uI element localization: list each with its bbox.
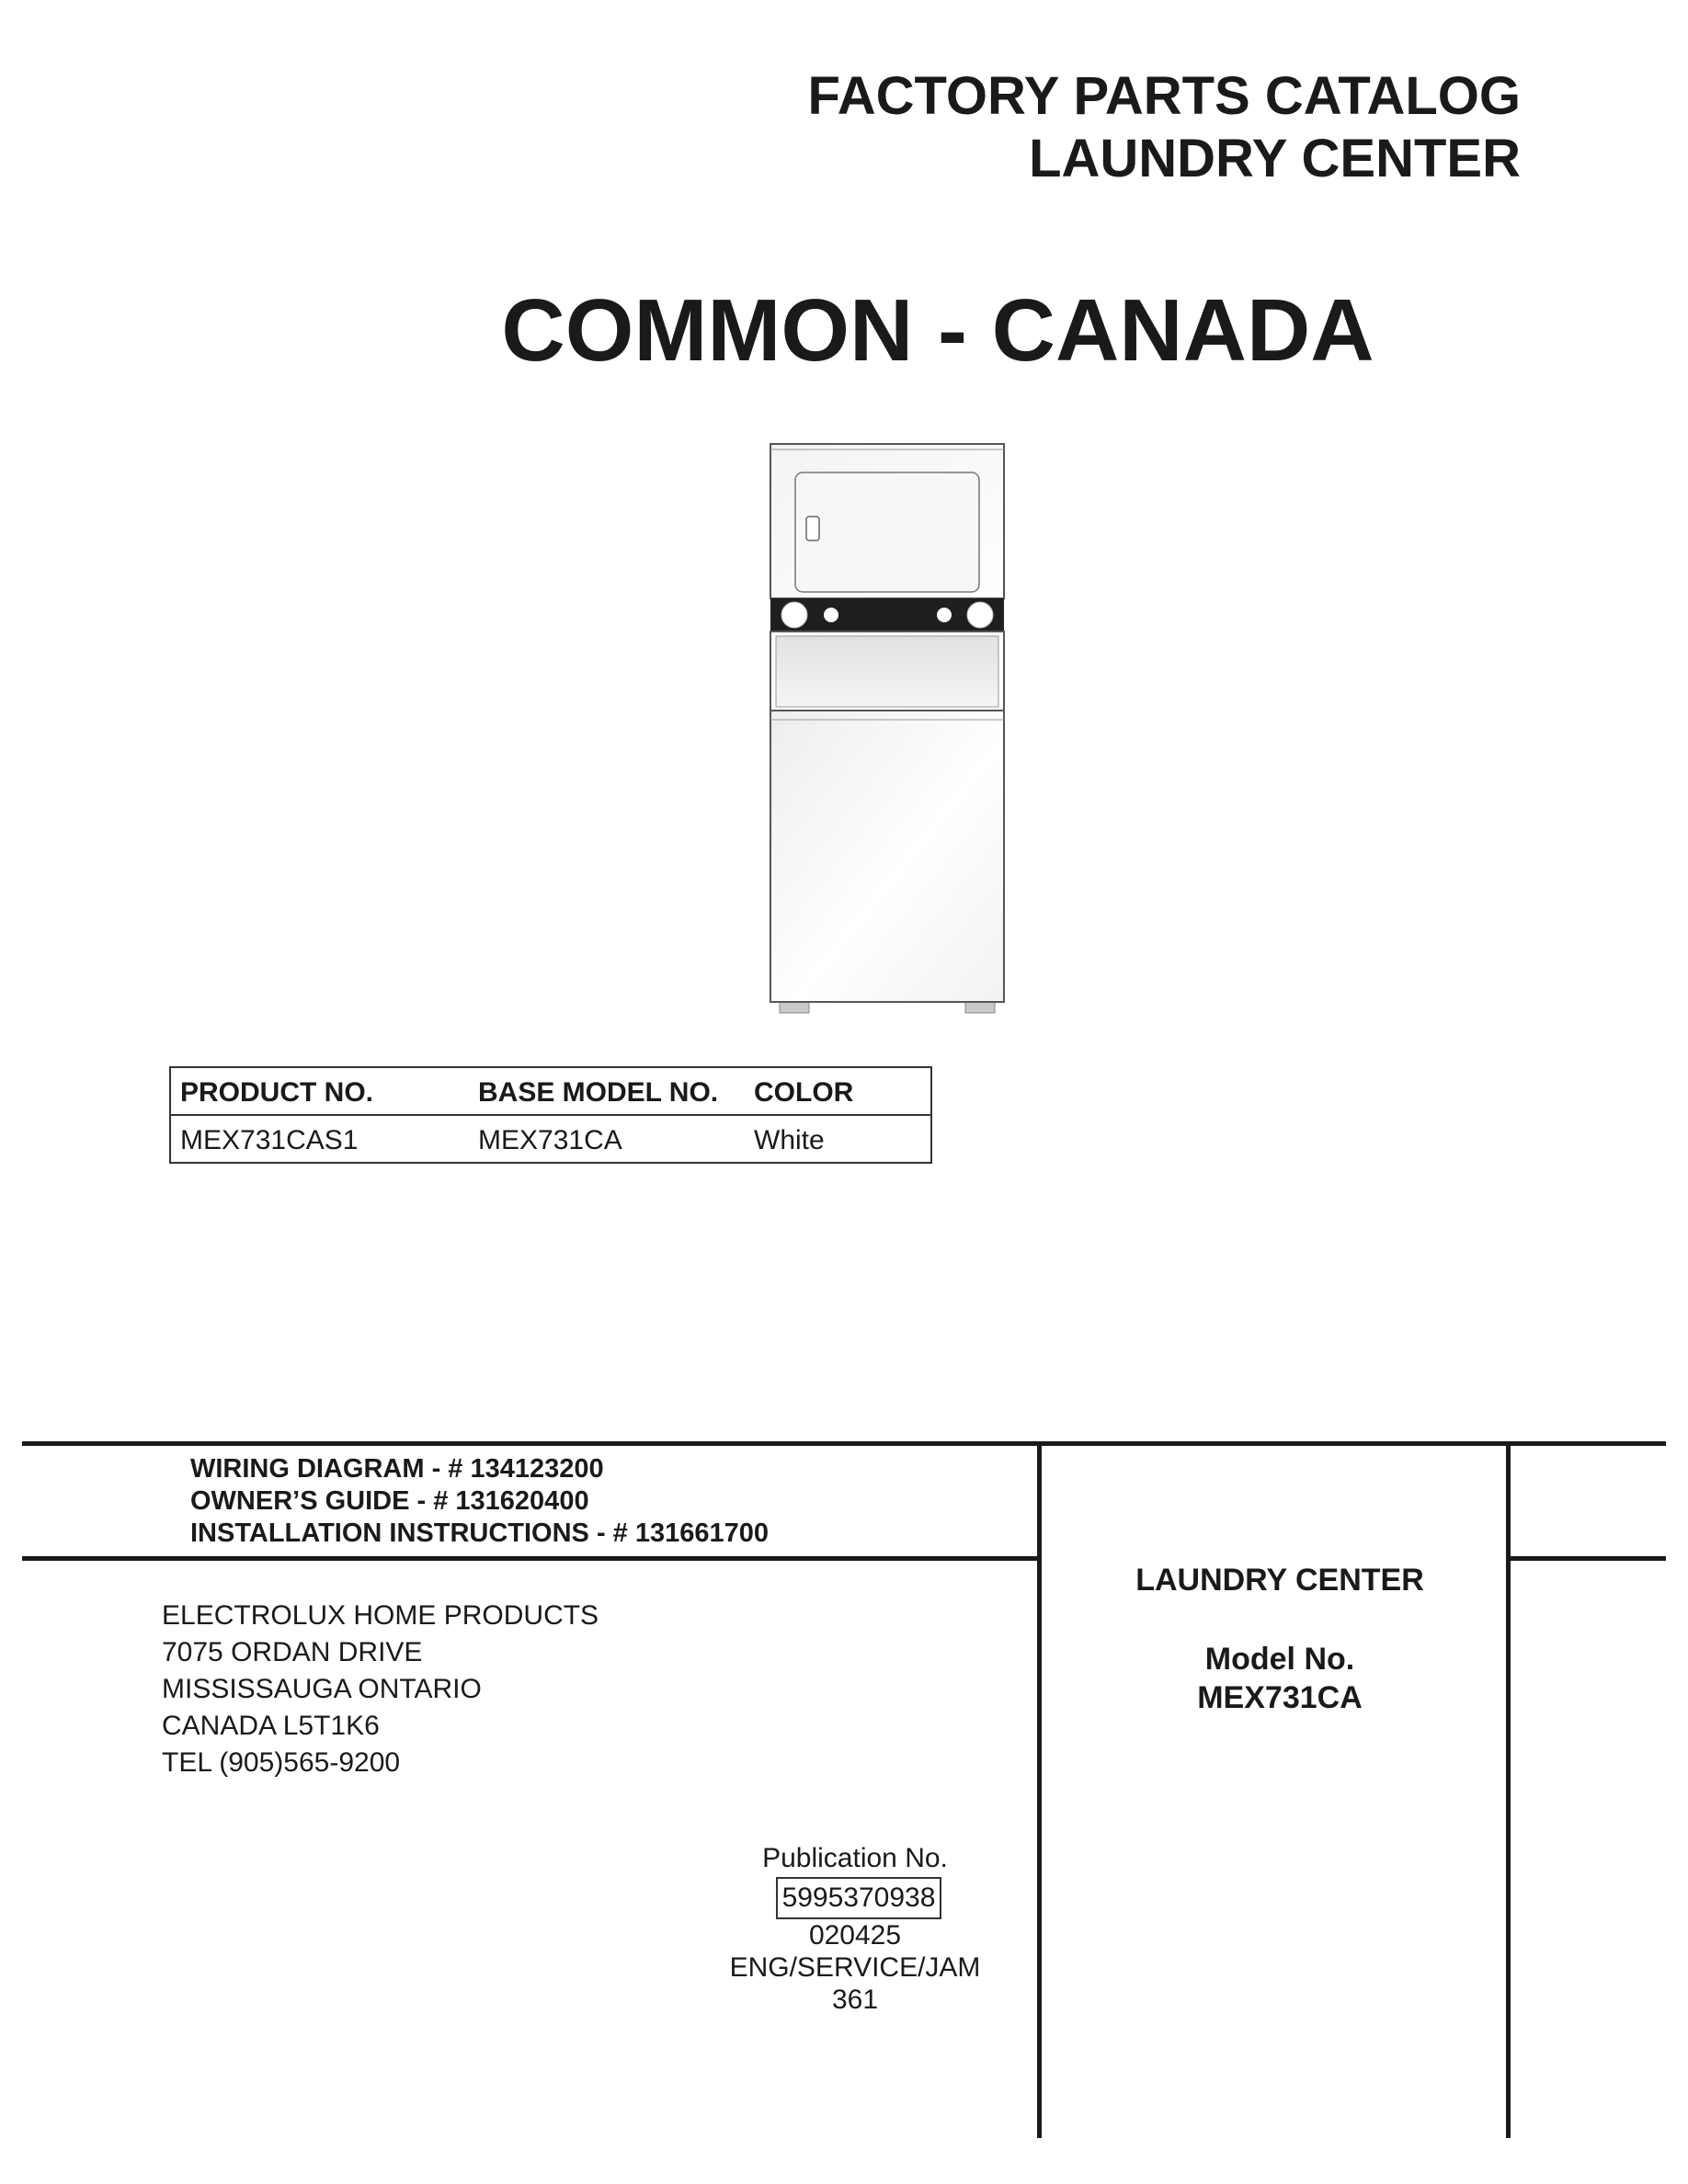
right-foot: [965, 1002, 995, 1013]
address-country-postal: CANADA L5T1K6: [162, 1711, 380, 1741]
publication-page-code: 361: [831, 1985, 879, 2015]
model-panel-number: MEX731CA: [1197, 1680, 1363, 1715]
catalog-title: FACTORY PARTS CATALOG: [807, 66, 1521, 126]
dryer-door-handle: [806, 517, 819, 540]
catalog-product-type: LAUNDRY CENTER: [1029, 129, 1521, 188]
frame-right-rule: [1508, 1556, 1666, 1561]
cell-base-model-no: MEX731CA: [478, 1125, 622, 1155]
table-row: [171, 1116, 930, 1162]
cell-product-no: MEX731CAS1: [180, 1125, 359, 1155]
installation-instructions-ref: INSTALLATION INSTRUCTIONS - # 131661700: [190, 1519, 770, 1548]
product-table-header: [171, 1068, 930, 1116]
control-button-right: [937, 608, 952, 622]
header-color: COLOR: [754, 1077, 854, 1108]
model-panel-category: LAUNDRY CENTER: [1135, 1563, 1424, 1598]
frame-top-rule: [22, 1441, 1666, 1446]
laundry-center-illustration: [754, 441, 1011, 1020]
address-city: MISSISSAUGA ONTARIO: [162, 1674, 482, 1704]
header-product-no: PRODUCT NO.: [180, 1077, 373, 1108]
control-button-left: [824, 608, 838, 622]
product-table: [169, 1066, 932, 1164]
frame-left-divider: [1037, 1441, 1042, 2138]
publication-department: ENG/SERVICE/JAM: [729, 1952, 981, 1983]
frame-right-divider: [1506, 1441, 1511, 2138]
catalog-region-title: COMMON - CANADA: [501, 281, 1374, 380]
address-phone: TEL (905)565-9200: [162, 1747, 401, 1778]
control-knob-right: [967, 602, 993, 628]
model-panel-label: Model No.: [1204, 1642, 1355, 1677]
owners-guide-ref: OWNER’S GUIDE - # 131620400: [190, 1486, 589, 1516]
washer-cabinet: [770, 711, 1004, 1002]
header-base-model-no: BASE MODEL NO.: [478, 1077, 719, 1108]
publication-date-code: 020425: [808, 1920, 902, 1951]
publication-number: 5995370938: [776, 1877, 941, 1919]
frame-middle-rule: [22, 1556, 1039, 1561]
address-street: 7075 ORDAN DRIVE: [162, 1637, 423, 1667]
dryer-door: [795, 472, 979, 592]
wiring-diagram-ref: WIRING DIAGRAM - # 134123200: [190, 1454, 604, 1484]
control-knob-left: [781, 602, 807, 628]
cell-color: White: [754, 1125, 825, 1155]
publication-label: Publication No.: [762, 1843, 948, 1873]
address-company: ELECTROLUX HOME PRODUCTS: [162, 1600, 599, 1631]
left-foot: [780, 1002, 809, 1013]
